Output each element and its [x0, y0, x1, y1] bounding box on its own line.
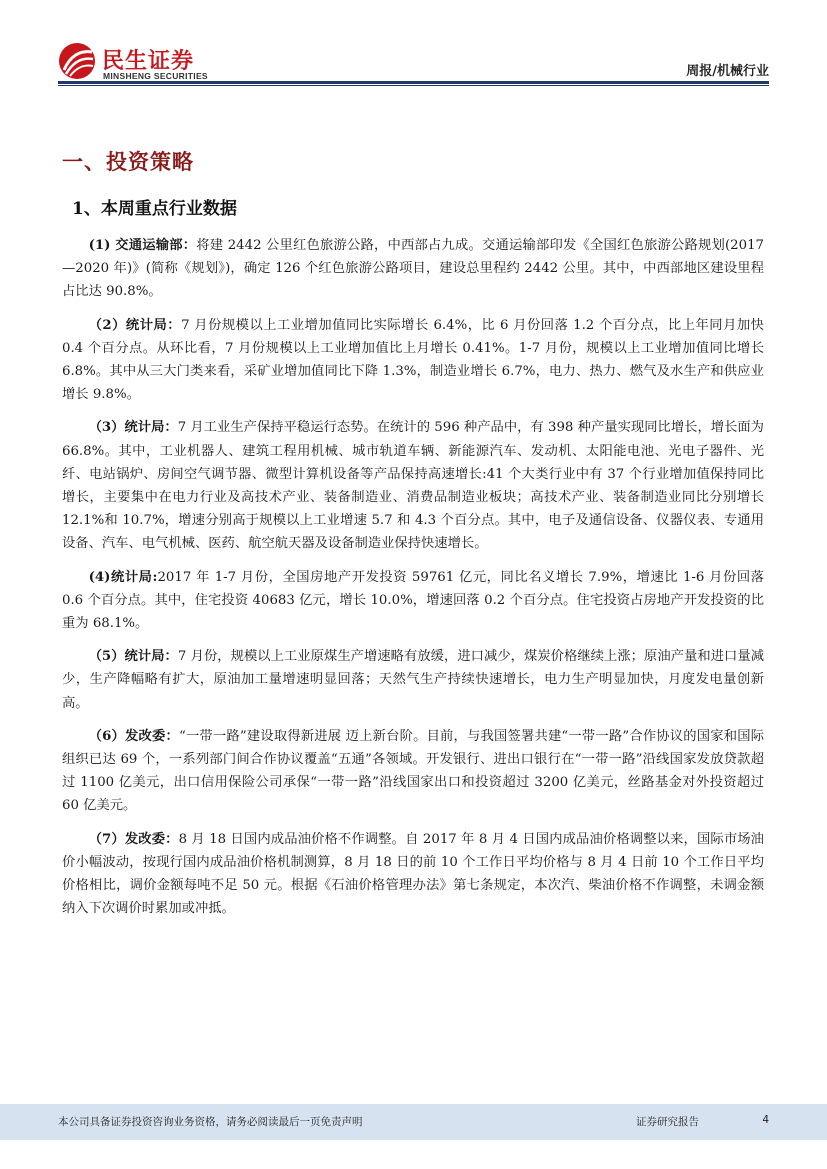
paragraph: [62, 234, 764, 304]
paragraph-text: 8 月 18 日国内成品油价格不作调整。自 2017 年 8 月 4 日国内成品油价格调整以来，国际市场油价小幅波动，按现行国内成品油价格机制测算，8 月 18 日的前 10 个工作日平均价格与 8 月 4 日前 10 个工作日平均价格相比，调价金额每吨不足 50 元。根据《石油价格管理办法》第七条规定，本次汽、柴油价格不作调整，未调金额纳入下次调价时累加或冲抵。: [62, 831, 764, 917]
paragraph-lead: (4)统计局:: [88, 569, 158, 585]
paragraph-lead: （7）发改委：: [88, 831, 179, 847]
paragraph: [62, 314, 764, 407]
minsheng-logo-icon: [58, 42, 96, 80]
paragraph-text: 将建 2442 公里红色旅游公路，中西部占九成。交通运输部印发《全国红色旅游公路规划(2017—2020 年)》(简称《规划》)，确定 126 个红色旅游公路项目，建设总里程约 2442 公里。其中，中西部地区建设里程占比达 90.8%。: [62, 238, 764, 300]
page-footer: [0, 1104, 827, 1140]
company-logo: [58, 42, 218, 82]
page-header: [0, 0, 827, 90]
report-category: 周报/机械行业: [686, 64, 769, 79]
paragraph: [62, 416, 764, 555]
footer-report-type: 证券研究报告: [636, 1116, 699, 1128]
page-number: 4: [762, 1114, 769, 1126]
logo-text-en: MINSHENG SECURITIES: [103, 71, 208, 81]
paragraph-text: 7 月工业生产保持平稳运行态势。在统计的 596 种产品中，有 398 种产量实现同比增长，增长面为 66.8%。其中，工业机器人、建筑工程用机械、城市轨道车辆、新能源汽车、发动机、太阳能电池、光电子器件、光纤、电站锅炉、房间空气调节器、微型计算机设备等产品保持高速增长:41 个大类行业中有 37 个行业增加值保持同比增长，主要集中在电力行业及高技术产业、装备制造业、消费品制造业板块；高技术产业、装备制造业同比分别增长 12.1%和 10.7%，增速分别高于规模以上工业增速 5.7 和 4.3 个百分点。其中，电子及通信设备、仪器仪表、专通用设备、汽车、电气机械、医药、航空航天器及设备制造业保持快速增长。: [62, 420, 764, 552]
paragraph-text: 7 月份，规模以上工业原煤生产增速略有放缓，进口减少，煤炭价格继续上涨；原油产量和进口量减少，生产降幅略有扩大，原油加工量增速明显回落；天然气生产持续快速增长，电力生产明显加快，月度发电量创新高。: [62, 649, 764, 711]
section-subtitle: 1、本周重点行业数据: [72, 199, 237, 219]
logo-text-cn: 民生证券: [102, 49, 195, 74]
section-title: 一、投资策略: [62, 149, 194, 174]
paragraph-lead: （3）统计局：: [88, 420, 178, 436]
footer-disclaimer: 本公司具备证券投资咨询业务资格，请务必阅读最后一页免责声明: [58, 1116, 363, 1128]
paragraph: [62, 566, 764, 636]
report-body: [62, 234, 764, 930]
header-divider: [58, 81, 769, 84]
paragraph: [62, 828, 764, 921]
paragraph: [62, 725, 764, 818]
paragraph-lead: （6）发改委：: [88, 728, 179, 744]
header-divider-thin: [58, 85, 769, 86]
paragraph-lead: (1) 交通运输部：: [88, 238, 197, 253]
paragraph-text: 2017 年 1-7 月份，全国房地产开发投资 59761 亿元，同比名义增长 7.9%，增速比 1-6 月份回落 0.6 个百分点。其中，住宅投资 40683 亿元，增长 10.0%，增速回落 0.2 个百分点。住宅投资占房地产开发投资的比重为 68.1%。: [62, 569, 764, 632]
paragraph-text: 7 月份规模以上工业增加值同比实际增长 6.4%，比 6 月份回落 1.2 个百分点，比上年同月加快 0.4 个百分点。从环比看，7 月份规模以上工业增加值比上月增长 0.41%。1-7 月份，规模以上工业增加值同比增长 6.8%。其中从三大门类来看，采矿业增加值同比下降 1.3%，制造业增长 6.7%，电力、热力、燃气及水生产和供应业增长 9.8%。: [62, 317, 764, 403]
paragraph-text: “一带一路”建设取得新进展 迈上新台阶。目前，与我国签署共建“一带一路”合作协议的国家和国际组织已达 69 个，一系列部门间合作协议覆盖“五通”各领域。开发银行、进出口银行在“一带一路”沿线国家发放贷款超过 1100 亿美元，出口信用保险公司承保“一带一路”沿线国家出口和投资超过 3200 亿美元，丝路基金对外投资超过 60 亿美元。: [62, 728, 764, 814]
paragraph: [62, 645, 764, 715]
paragraph-lead: （2）统计局：: [88, 317, 182, 333]
paragraph-lead: （5）统计局：: [88, 649, 178, 665]
